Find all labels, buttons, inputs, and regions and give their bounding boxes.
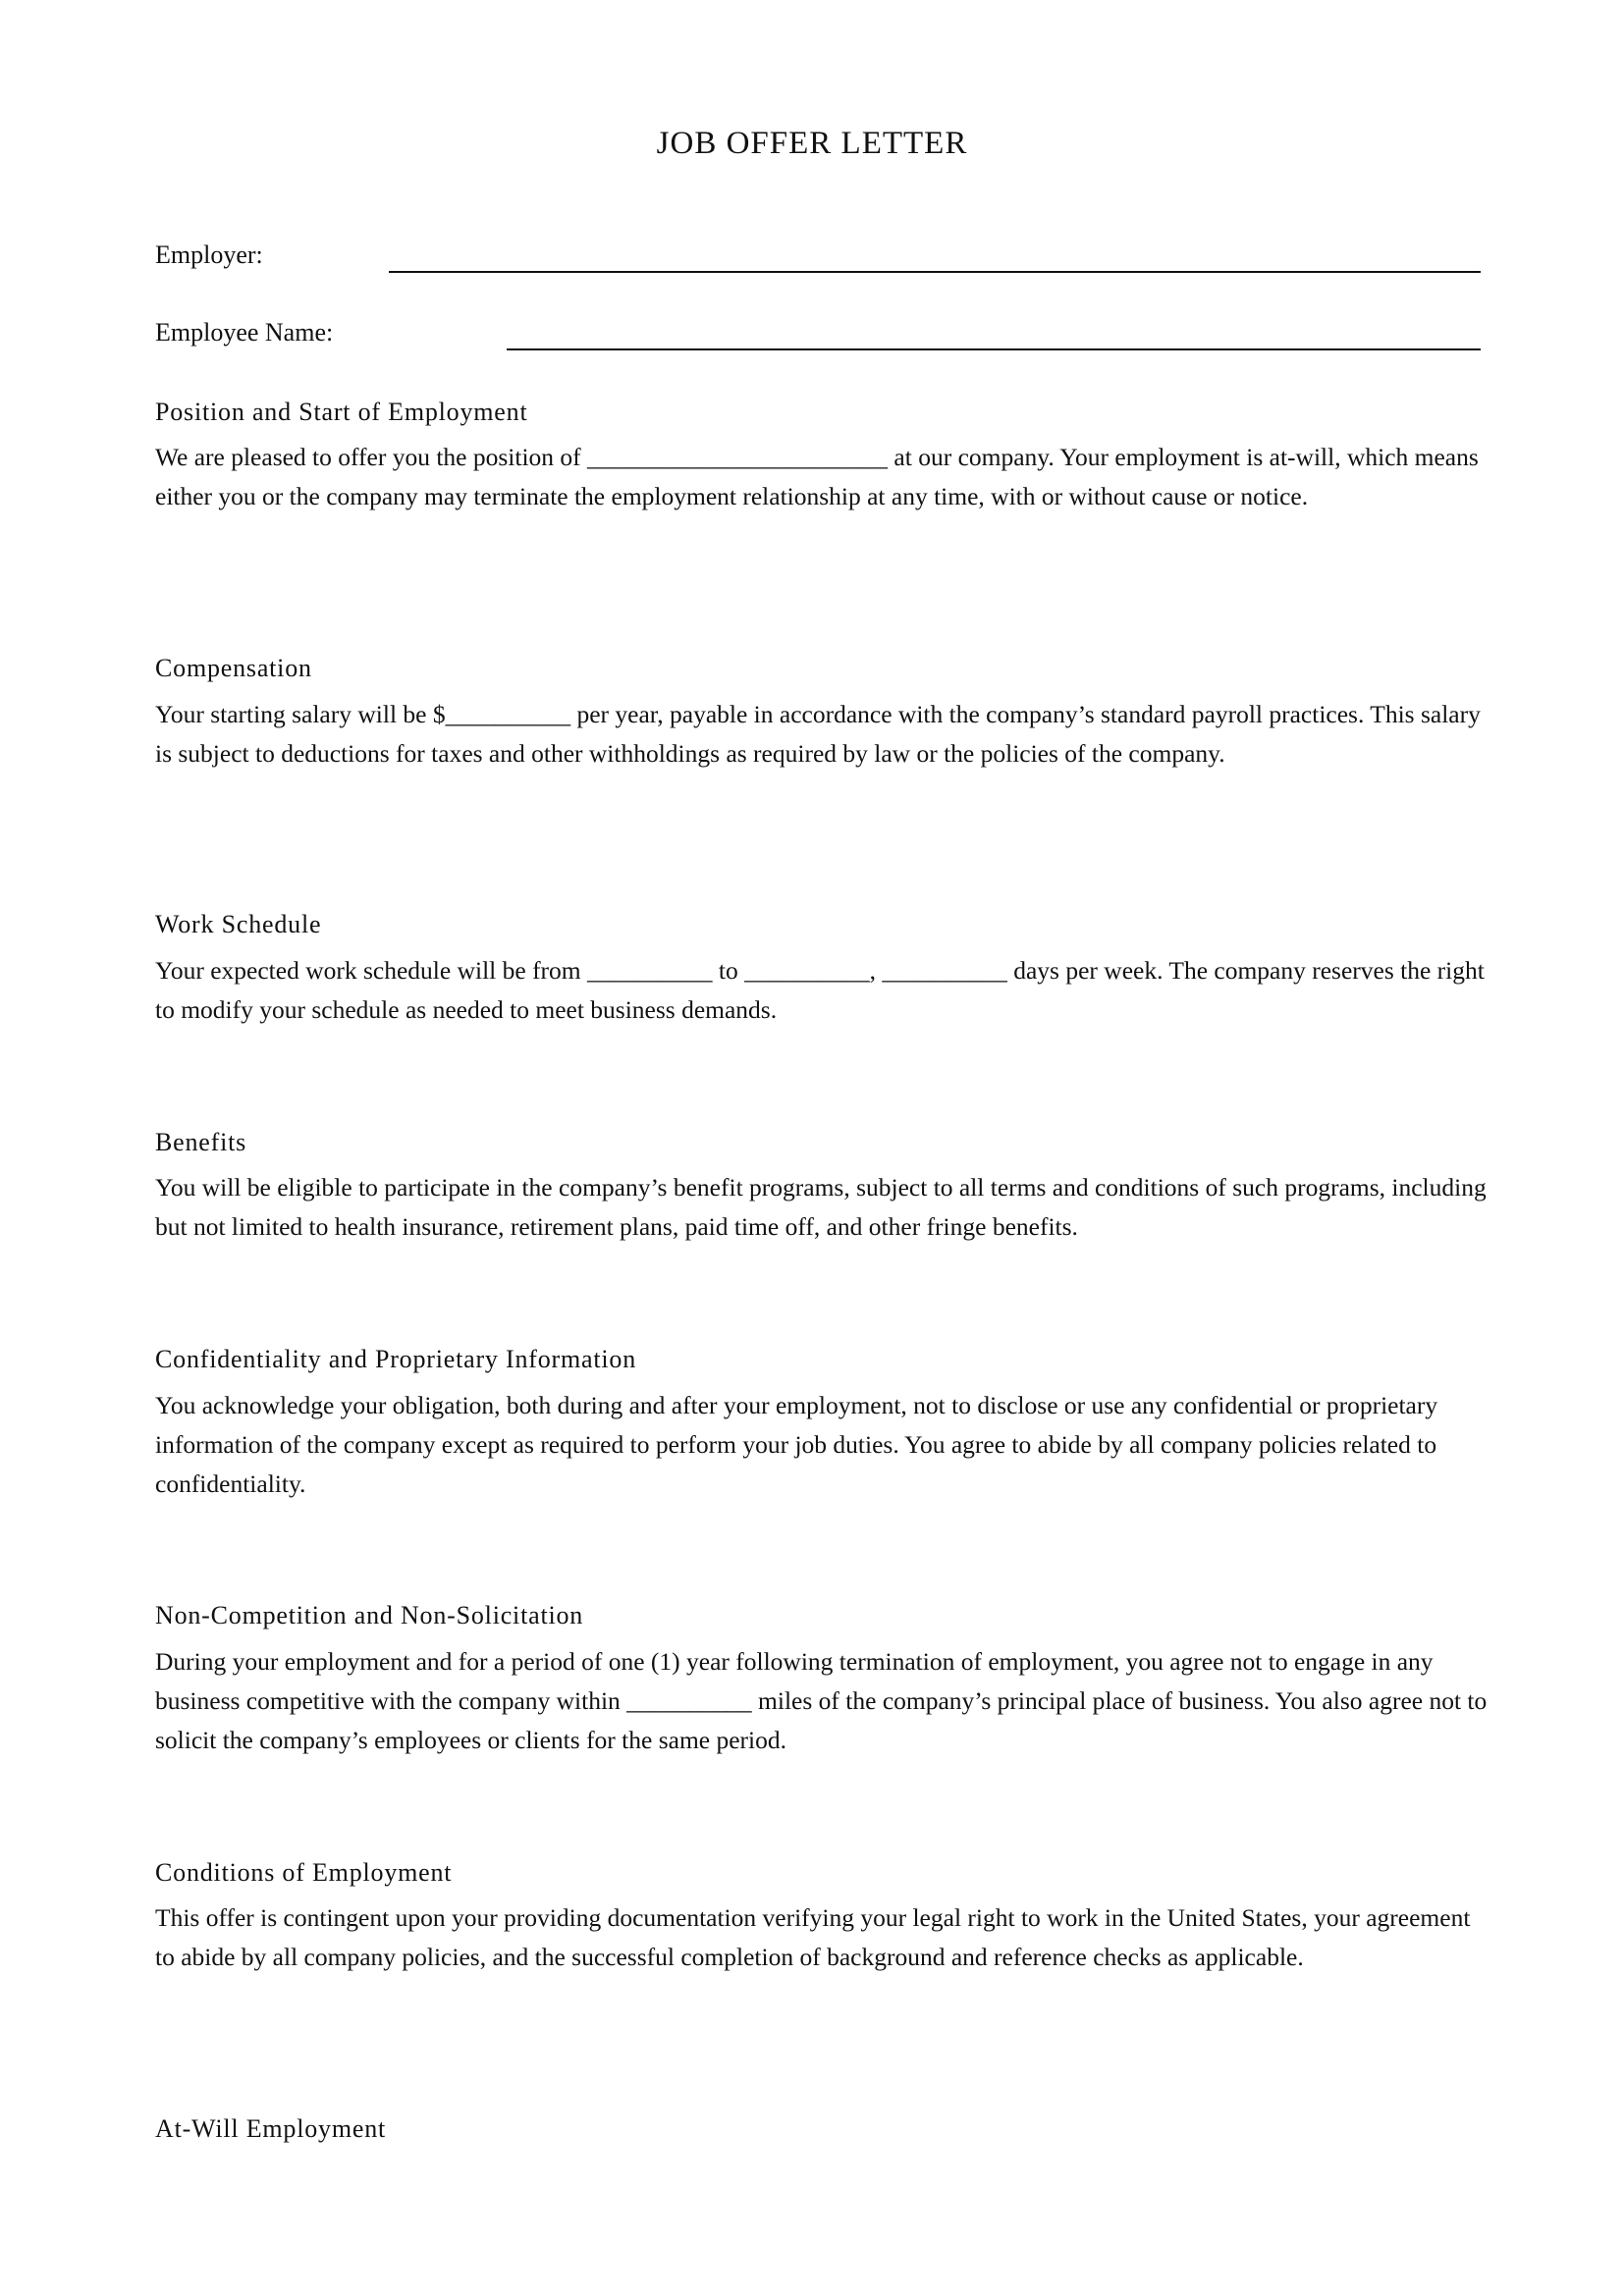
section-heading-non-competition: Non-Competition and Non-Solicitation	[155, 1601, 584, 1629]
employer-label: Employer:	[155, 240, 263, 269]
employer-blank-line[interactable]	[389, 271, 1481, 273]
section-heading-confidentiality: Confidentiality and Proprietary Information	[155, 1345, 637, 1373]
section-body-conditions: This offer is contingent upon your providing documentation verifying your legal right to work in the United States, your agreement to abide by all company policies, and the successful completion of background and reference checks as applicable.	[155, 1903, 1471, 1971]
section-heading-compensation: Compensation	[155, 654, 312, 682]
section-heading-benefits: Benefits	[155, 1128, 247, 1156]
employee-name-blank-line[interactable]	[507, 348, 1481, 350]
document-title: JOB OFFER LETTER	[656, 126, 968, 161]
section-body-confidentiality: You acknowledge your obligation, both during and after your employment, not to disclose or use any confidential or proprietary information of the company except as required to perform your job duties. You agree to abide by all company policies related to confidentiality.	[155, 1391, 1438, 1498]
section-heading-position: Position and Start of Employment	[155, 398, 528, 426]
section-body-position: We are pleased to offer you the position of ________________________ at our company. Your employment is at-will, which means either you or the company may terminate the employment relationship at any time, with or without cause or notice.	[155, 443, 1479, 510]
employee-name-label: Employee Name:	[155, 318, 334, 347]
section-body-non-competition: During your employment and for a period of one (1) year following termination of employment, you agree not to engage in any business competitive with the company within __________ miles of the company’s principal place of business. You also agree not to solicit the company’s employees or clients for the same period.	[155, 1647, 1488, 1754]
section-heading-at-will: At-Will Employment	[155, 2114, 387, 2143]
section-body-benefits: You will be eligible to participate in the company’s benefit programs, subject to all terms and conditions of such programs, including but not limited to health insurance, retirement plans, paid time off, and other fringe benefits.	[155, 1173, 1487, 1241]
section-body-compensation: Your starting salary will be $__________ per year, payable in accordance with the company’s standard payroll practices. This salary is subject to deductions for taxes and other withholdings as required by law or the policies of the company.	[155, 700, 1481, 768]
section-heading-work-schedule: Work Schedule	[155, 910, 322, 938]
section-body-work-schedule: Your expected work schedule will be from __________ to __________, __________ days per week. The company reserves the right to modify your schedule as needed to meet business demands.	[155, 956, 1485, 1024]
section-heading-conditions: Conditions of Employment	[155, 1858, 453, 1887]
